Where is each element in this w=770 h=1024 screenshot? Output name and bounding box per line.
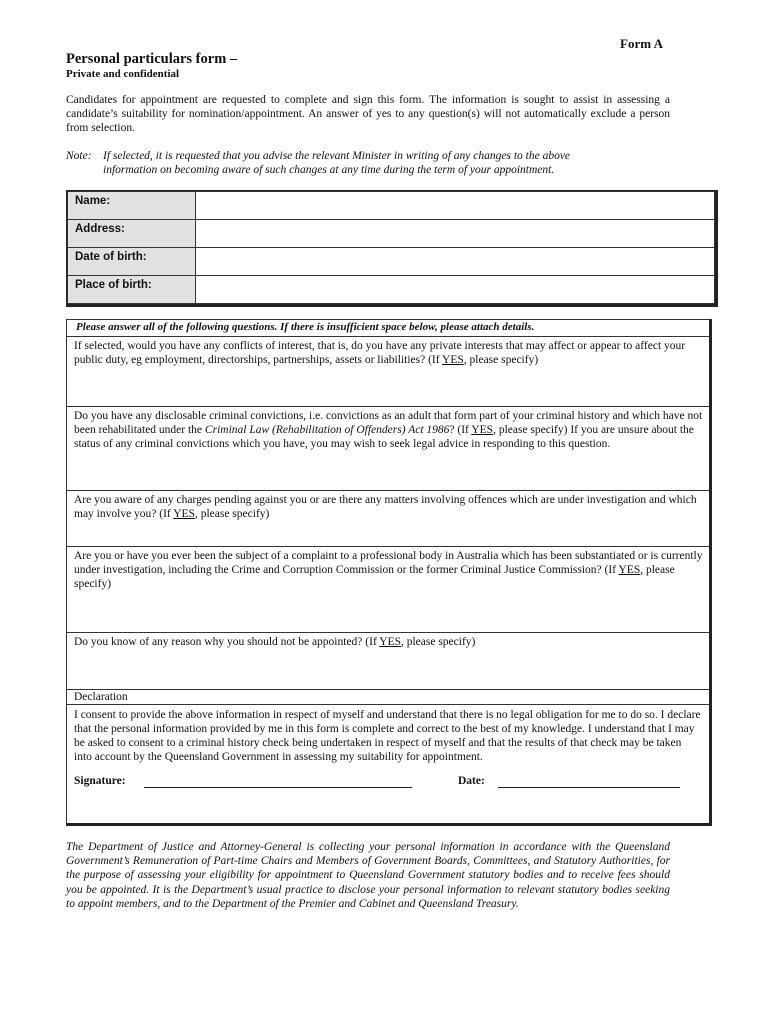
question-text: If selected, would you have any conflicts of interest, that is, do you have any private interests that may affect or appear to affect your public duty, eg employment, directorships, partnerships, assets or liabilities? (If [74, 340, 686, 366]
form-label: Form A [620, 36, 663, 51]
question-reason-not-appointed[interactable] [67, 633, 709, 690]
declaration-text: I consent to provide the above information in respect of myself and understand that there is no legal obligation for me to do so. I declare that the personal information provided by me in this form is complete and correct to the best of my knowledge. I understand that I may be asked to consent to a criminal history check being undertaken in respect of myself and that the results of that check may be taken into account by the Queensland Government in assessing my suitability for appointment. [74, 709, 701, 763]
act-title: Criminal Law (Rehabilitation of Offenders) Act 1986 [204, 424, 450, 436]
privacy-notice: The Department of Justice and Attorney-General is collecting your personal information in accordance with the Queensland Government’s Remuneration of Part-time Chairs and Members of Government Boards, Committees, and Statutory Authorities, for the purpose of assessing your eligibility for appointment to Queensland Government statutory bodies and to receive fees should you be appointed. It is the Department’s usual practice to disclose your personal information to relevant statutory bodies seeking to appoint members, and to the Department of the Premier and Cabinet and Queensland Treasury. [66, 841, 670, 910]
yes-emphasis: YES [471, 424, 494, 436]
yes-emphasis: YES [173, 508, 195, 520]
question-text: Are you aware of any charges pending against you or are there any matters involving offences which are under investigation and which may involve you? (If [74, 494, 697, 520]
intro-paragraph: Candidates for appointment are requested to complete and sign this form. The information is sought to assist in assessing a candidate’s suitability for nomination/appointment. An answer of yes to any question(s) will not automatically exclude a person from selection. [66, 94, 670, 134]
question-text: Do you know of any reason why you should not be appointed? (If [74, 636, 380, 648]
note-line1: If selected, it is requested that you advise the relevant Minister in writing of any changes to the above [103, 150, 571, 162]
note [66, 149, 670, 177]
place-of-birth-field[interactable] [196, 276, 715, 304]
personal-details-table [66, 190, 718, 307]
table-row [68, 220, 715, 248]
question-text: ? (If [449, 424, 472, 436]
questions-header: Please answer all of the following questions. If there is insufficient space below, please attach details. [67, 320, 709, 337]
question-text: , please specify) If you are unsure about the status of any criminal convictions which you have, you may wish to seek legal advice in responding to this question. [74, 424, 694, 450]
question-text: , please specify) [400, 636, 476, 648]
question-text: , please specify) [194, 508, 270, 520]
date-of-birth-field[interactable] [196, 248, 715, 276]
question-professional-complaint[interactable] [67, 547, 709, 633]
date-field[interactable] [498, 787, 680, 788]
question-text: , please specify) [74, 564, 675, 590]
yes-emphasis: YES [379, 636, 401, 648]
place-of-birth-label: Place of birth: [68, 276, 196, 304]
question-text: Are you or have you ever been the subject of a complaint to a professional body in Australia which has been substantiated or is currently under investigation, including the Crime and Corruption Commission or the former Criminal Justice Commission? (If [74, 550, 703, 576]
date-label: Date: [458, 775, 485, 787]
table-row [68, 248, 715, 276]
declaration-body [67, 705, 709, 823]
question-criminal-convictions[interactable] [67, 407, 709, 491]
questions-section [66, 319, 712, 826]
table-row [68, 276, 715, 304]
page-title: Personal particulars form – [66, 51, 238, 67]
table-row [68, 192, 715, 220]
declaration-heading: Declaration [67, 690, 709, 705]
question-pending-charges[interactable] [67, 491, 709, 547]
name-label: Name: [68, 192, 196, 220]
question-text: Do you have any disclosable criminal convictions, i.e. convictions as an adult that form part of your criminal history and which have not been rehabilitated under the [74, 410, 703, 436]
question-conflicts-of-interest[interactable] [67, 337, 709, 407]
name-field[interactable] [196, 192, 715, 220]
date-of-birth-label: Date of birth: [68, 248, 196, 276]
yes-emphasis: YES [442, 354, 464, 366]
address-label: Address: [68, 220, 196, 248]
signature-field[interactable] [144, 787, 412, 788]
page-subtitle: Private and confidential [66, 68, 180, 80]
note-label: Note: [66, 150, 92, 162]
yes-emphasis: YES [618, 564, 641, 576]
signature-row [74, 774, 701, 794]
address-field[interactable] [196, 220, 715, 248]
question-text: , please specify) [463, 354, 539, 366]
note-line2: information on becoming aware of such changes at any time during the term of your appointment. [103, 164, 555, 176]
signature-label: Signature: [74, 775, 126, 787]
